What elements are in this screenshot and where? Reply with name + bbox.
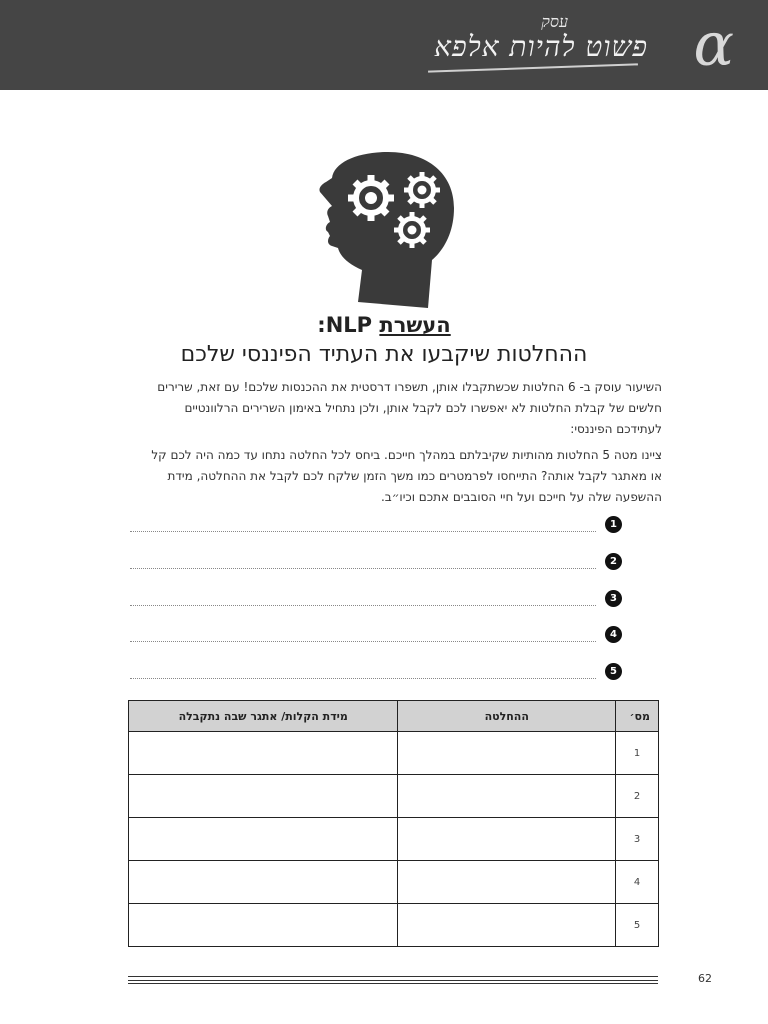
logo-small-text: עסק <box>541 12 568 31</box>
difficulty-cell[interactable] <box>129 775 398 818</box>
answer-line-5[interactable] <box>130 663 624 683</box>
instruction-paragraph: ציינו מטה 5 החלטות מהותיות שקיבלתם במהלך חייכם. ביחס לכל החלטה נתחו עד כמה היה לכם קל או מאתגר לקבל אותה? התייחסו לפרמטרים כמו משך הזמן שלקח לכם לקבל את ההחלטה, מידת ההשפעה שלה על חייכם ועל חיי הסובבים אתכם וכיו״ב. <box>151 448 662 504</box>
difficulty-cell[interactable] <box>129 732 398 775</box>
footer-rule <box>128 983 658 984</box>
dotted-line <box>130 605 596 606</box>
table-row <box>129 818 659 861</box>
dotted-line <box>130 641 596 642</box>
header-difficulty: מידת הקלות/ אתגר שבה נתקבלה <box>129 701 398 732</box>
table-row <box>129 775 659 818</box>
decision-cell[interactable] <box>398 775 616 818</box>
decision-cell[interactable] <box>398 732 616 775</box>
number-badge: 4 <box>605 626 622 643</box>
answer-line-1[interactable] <box>130 516 624 536</box>
number-badge: 1 <box>605 516 622 533</box>
section-title <box>0 313 768 337</box>
logo-underline <box>428 63 638 72</box>
page-header <box>0 0 768 90</box>
dotted-line <box>130 568 596 569</box>
decision-cell[interactable] <box>398 818 616 861</box>
difficulty-cell[interactable] <box>129 904 398 947</box>
intro-paragraph: השיעור עוסק ב- 6 החלטות שכשתקבלו אותן, תשפרו דרסטית את ההכנסות שלכם! עם זאת, שרירים חלשים של קבלת החלטות לא יאפשרו לכם לקבל אותן, ולכן נתחיל באימון השרירים הרלוונטיים לעתידכם הפיננסי: <box>157 380 662 436</box>
table-row <box>129 732 659 775</box>
row-number: 2 <box>616 775 659 818</box>
difficulty-cell[interactable] <box>129 818 398 861</box>
number-badge: 5 <box>605 663 622 680</box>
answer-line-3[interactable] <box>130 590 624 610</box>
decisions-table <box>128 700 659 947</box>
answer-line-2[interactable] <box>130 553 624 573</box>
alpha-logo-icon: α <box>693 10 734 80</box>
row-number: 3 <box>616 818 659 861</box>
answer-line-4[interactable] <box>130 626 624 646</box>
logo-text: פשוט להיות אלפא <box>434 30 648 63</box>
number-badge: 2 <box>605 553 622 570</box>
decision-cell[interactable] <box>398 904 616 947</box>
header-decision: ההחלטה <box>398 701 616 732</box>
title-acronym: NLP: <box>317 313 373 337</box>
table-row <box>129 904 659 947</box>
title-prefix: העשרת <box>379 313 451 337</box>
row-number: 1 <box>616 732 659 775</box>
footer-rule <box>128 976 658 977</box>
dotted-line <box>130 531 596 532</box>
section-subtitle: ההחלטות שיקבעו את העתיד הפיננסי שלכם <box>180 342 588 367</box>
number-badge: 3 <box>605 590 622 607</box>
row-number: 5 <box>616 904 659 947</box>
footer-rule <box>128 980 658 981</box>
decision-cell[interactable] <box>398 861 616 904</box>
dotted-line <box>130 678 596 679</box>
table-header-row <box>129 701 659 732</box>
table-row <box>129 861 659 904</box>
head-gears-icon <box>318 152 458 308</box>
row-number: 4 <box>616 861 659 904</box>
header-number: מס׳ <box>616 701 659 732</box>
page-number: 62 <box>698 972 712 985</box>
difficulty-cell[interactable] <box>129 861 398 904</box>
